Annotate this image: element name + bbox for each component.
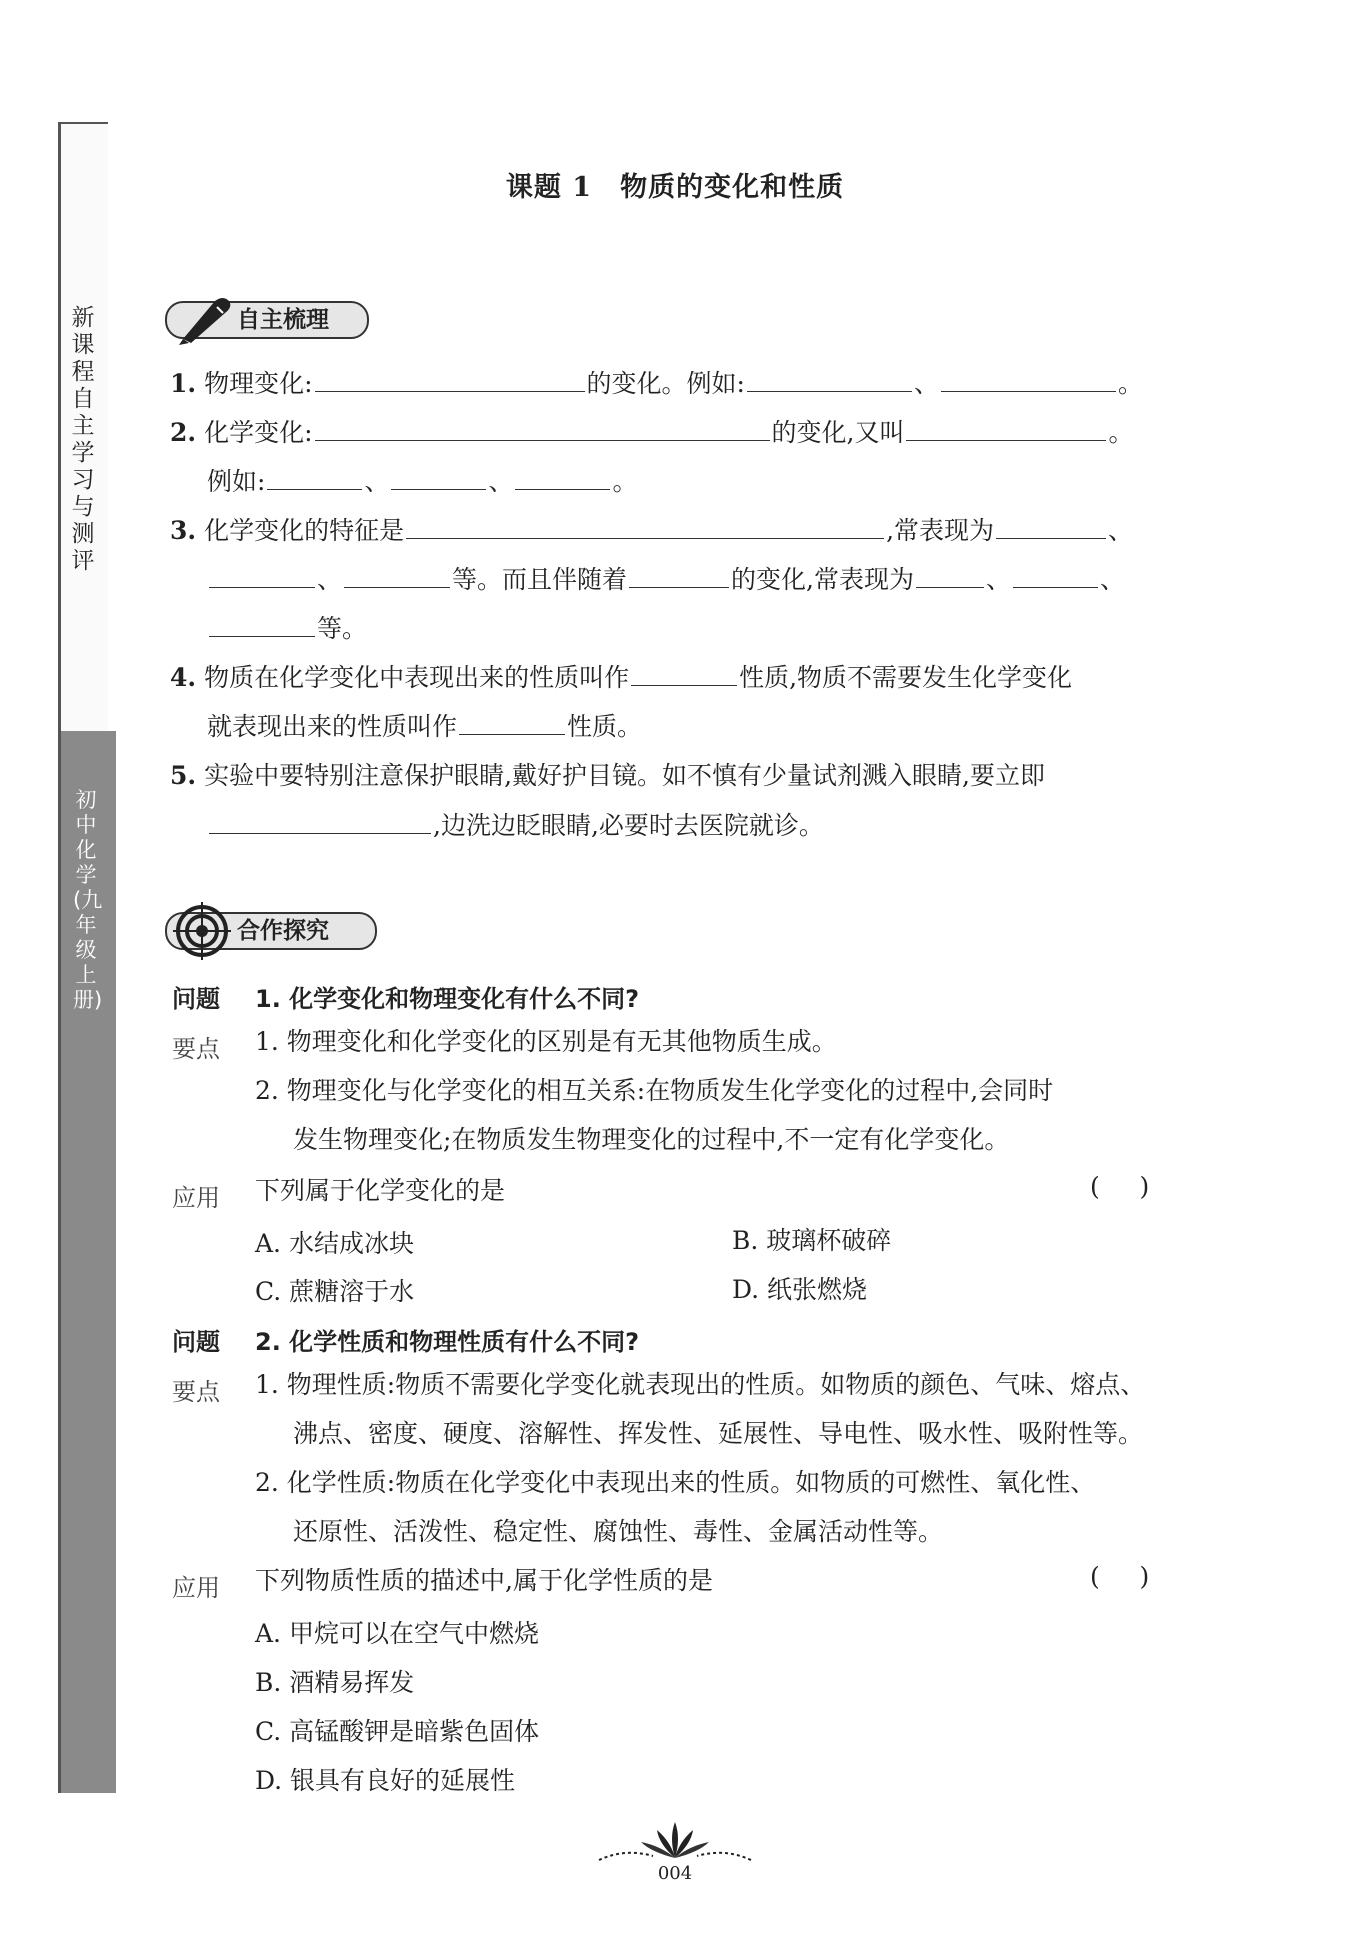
q1-point-2-cont: 发生物理变化;在物质发生物理变化的过程中,不一定有化学变化。: [293, 1125, 1010, 1154]
blank[interactable]: [459, 710, 565, 735]
q2-option-a[interactable]: A. 甲烷可以在空气中燃烧: [255, 1619, 539, 1648]
q2-option-b[interactable]: B. 酒精易挥发: [255, 1668, 415, 1697]
blank[interactable]: [209, 612, 315, 637]
question-2-label: 问题: [172, 1328, 220, 1356]
q1-point-1: 1. 物理变化和化学变化的区别是有无其他物质生成。: [255, 1027, 837, 1056]
section-badge-cooperation: [165, 912, 377, 950]
blank[interactable]: [941, 367, 1116, 392]
blank[interactable]: [406, 514, 884, 539]
blank[interactable]: [629, 563, 729, 588]
item-2-cont: 例如: 、 、 。: [207, 467, 638, 496]
sidebar-book-title: 初中化学(九年级上册): [73, 788, 103, 1012]
blank[interactable]: [209, 809, 431, 834]
blank[interactable]: [906, 416, 1106, 441]
item-3: 3. 化学变化的特征是 ,常表现为 、: [170, 516, 1134, 545]
q1-option-a[interactable]: A. 水结成冰块: [255, 1229, 414, 1258]
q1-option-d[interactable]: D. 纸张燃烧: [732, 1275, 868, 1304]
blank[interactable]: [996, 514, 1106, 539]
q1-application-text: 下列属于化学变化的是: [255, 1176, 506, 1205]
item-5: 5. 实验中要特别注意保护眼睛,戴好护目镜。如不慎有少量试剂溅入眼睛,要立即: [170, 761, 1045, 790]
q2-option-c[interactable]: C. 高锰酸钾是暗紫色固体: [255, 1717, 540, 1746]
item-4-cont: 就表现出来的性质叫作 性质。: [207, 712, 643, 741]
answer-parentheses[interactable]: ( ): [1090, 1172, 1150, 1201]
blank[interactable]: [315, 367, 585, 392]
q2-application-text: 下列物质性质的描述中,属于化学性质的是: [255, 1566, 713, 1595]
q2-point-1: 1. 物理性质:物质不需要化学变化就表现出的性质。如物质的颜色、气味、熔点、: [255, 1370, 1146, 1399]
q1-point-2: 2. 物理变化与化学变化的相互关系:在物质发生化学变化的过程中,会同时: [255, 1076, 1054, 1105]
page-title: [0, 165, 1350, 204]
blank[interactable]: [916, 563, 984, 588]
badge-label: 自主梳理: [237, 307, 329, 333]
blank[interactable]: [1013, 563, 1098, 588]
question-2-heading: 2. 化学性质和物理性质有什么不同?: [255, 1328, 640, 1356]
application-label: 应用: [172, 1184, 220, 1212]
application-label: 应用: [172, 1574, 220, 1602]
sidebar-series-title: 新课程自主学习与测评: [71, 305, 95, 574]
q2-point-2-cont: 还原性、活泼性、稳定性、腐蚀性、毒性、金属活动性等。: [293, 1517, 944, 1546]
badge-label: 合作探究: [237, 918, 329, 944]
q2-point-2: 2. 化学性质:物质在化学变化中表现出来的性质。如物质的可燃性、氧化性、: [255, 1468, 1096, 1497]
blank[interactable]: [315, 416, 770, 441]
target-icon: [171, 900, 233, 962]
q2-point-1-cont: 沸点、密度、硬度、溶解性、挥发性、延展性、导电性、吸水性、吸附性等。: [293, 1419, 1144, 1448]
q2-option-d[interactable]: D. 银具有良好的延展性: [255, 1766, 516, 1795]
item-3-cont-1: 、 等。而且伴随着 的变化,常表现为 、 、: [207, 563, 1125, 596]
floral-ornament-icon: [595, 1818, 755, 1866]
item-3-cont-2: 等。: [207, 612, 367, 645]
points-label: 要点: [172, 1035, 220, 1063]
blank[interactable]: [747, 367, 912, 392]
item-4: 4. 物质在化学变化中表现出来的性质叫作 性质,物质不需要发生化学变化: [170, 663, 1073, 692]
points-label: 要点: [172, 1378, 220, 1406]
pen-icon: [175, 291, 233, 347]
answer-parentheses[interactable]: ( ): [1090, 1562, 1150, 1591]
section-badge-self-study: [165, 301, 369, 339]
question-1-heading: 1. 化学变化和物理变化有什么不同?: [255, 985, 640, 1013]
lesson-title: 物质的变化和性质: [620, 172, 845, 203]
item-1: 1. 物理变化: 的变化。例如: 、 。: [170, 369, 1143, 398]
item-5-cont: ,边洗边眨眼睛,必要时去医院就诊。: [207, 809, 824, 842]
blank[interactable]: [344, 563, 450, 588]
q1-option-b[interactable]: B. 玻璃杯破碎: [732, 1226, 892, 1255]
blank[interactable]: [515, 465, 610, 490]
blank[interactable]: [631, 661, 737, 686]
q1-option-c[interactable]: C. 蔗糖溶于水: [255, 1277, 415, 1306]
blank[interactable]: [267, 465, 362, 490]
item-2: 2. 化学变化: 的变化,又叫 。: [170, 418, 1134, 447]
lesson-number: 课题 1: [505, 172, 593, 203]
blank[interactable]: [209, 563, 315, 588]
page-number: 004: [657, 1863, 693, 1884]
question-1-label: 问题: [172, 985, 220, 1013]
blank[interactable]: [391, 465, 486, 490]
